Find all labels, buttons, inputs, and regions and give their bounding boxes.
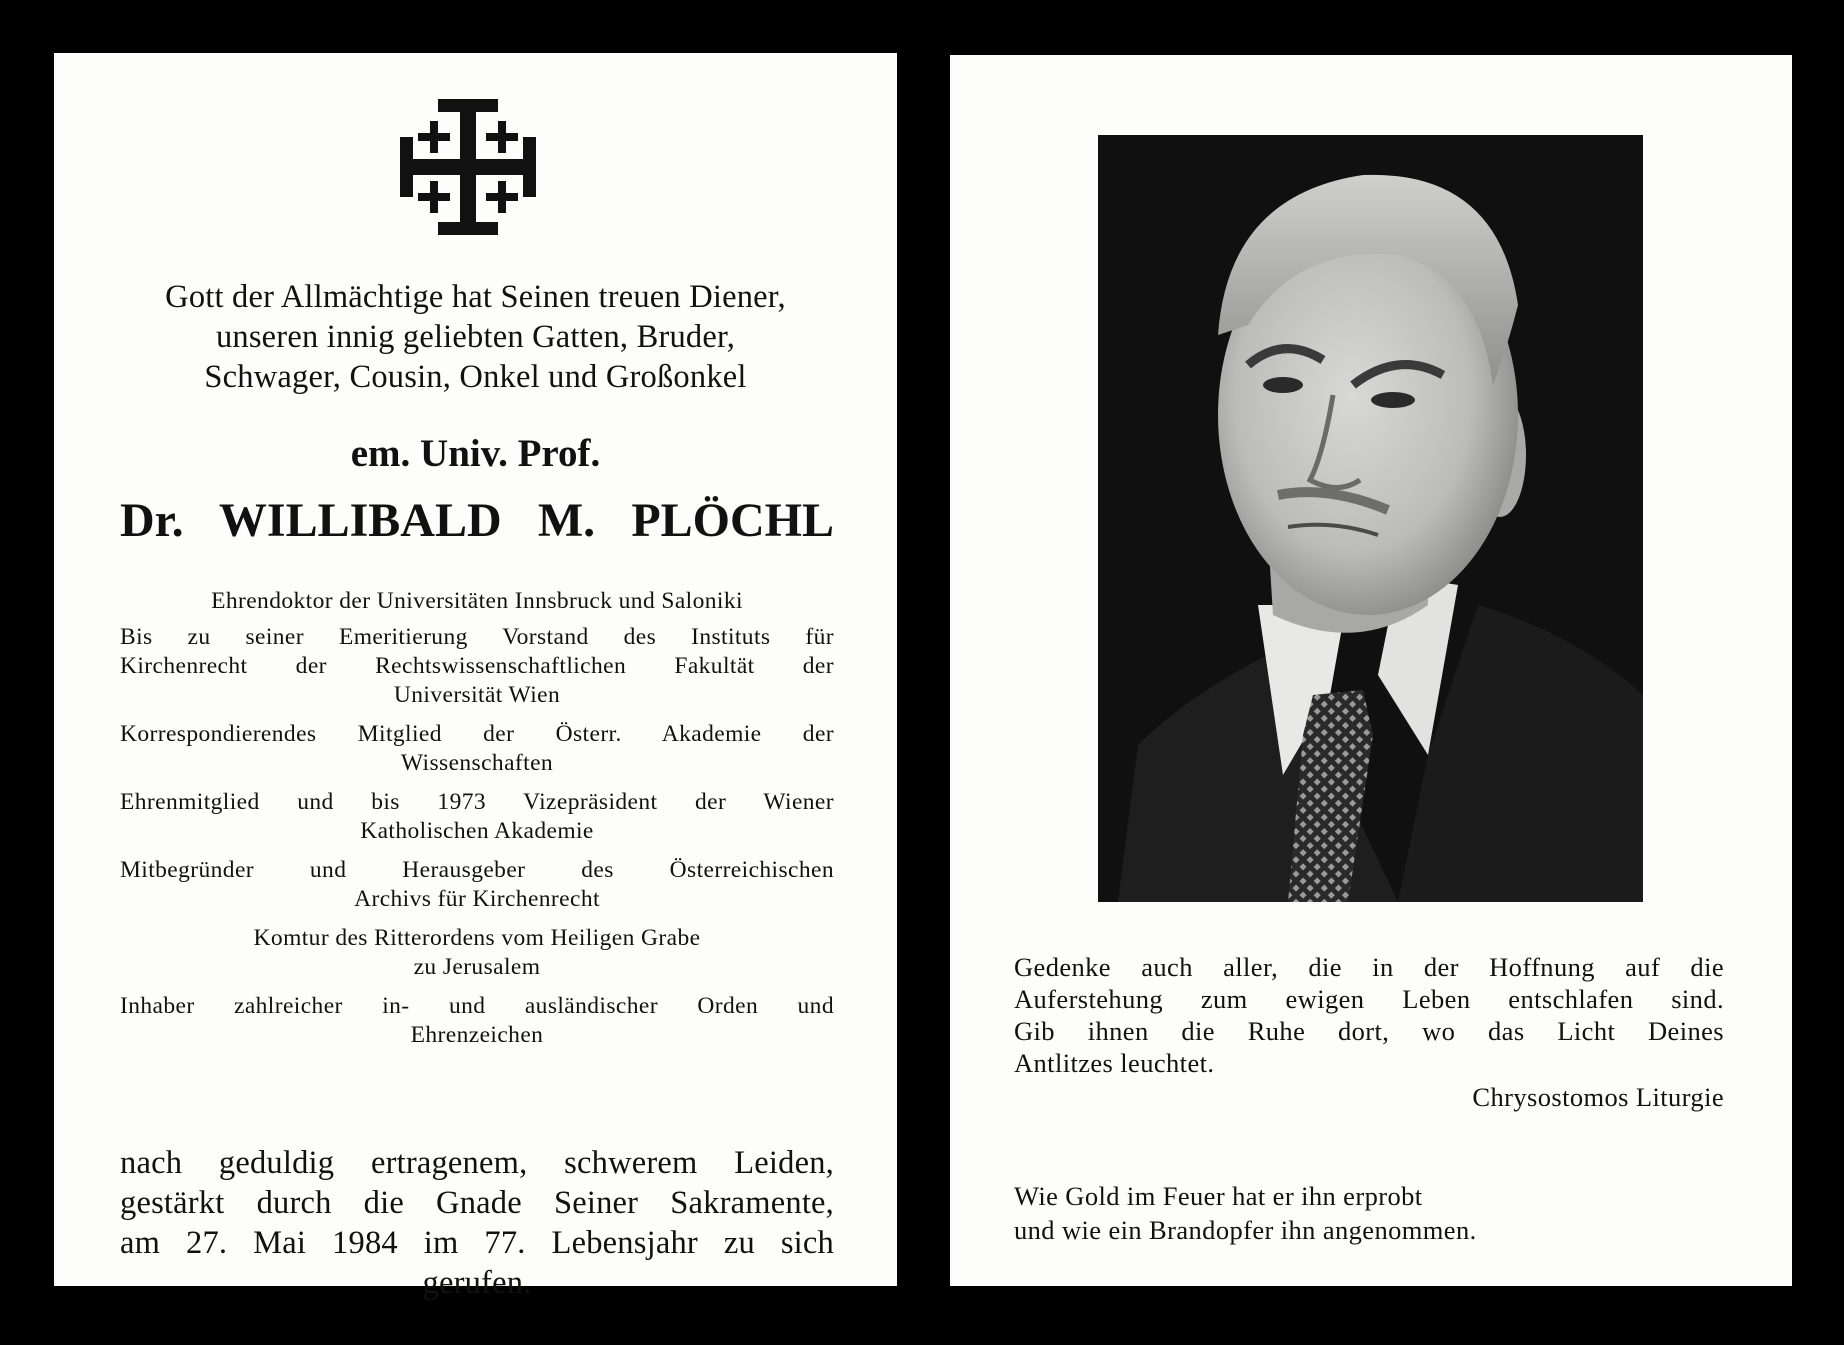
honor-line: Wissenschaften [400,750,554,776]
honor-line: Ehrendoktor der Universitäten Innsbruck und Saloniki [211,588,743,614]
honor-item [120,924,834,982]
quote-line: und wie ein Brandopfer ihn angenommen. [1014,1215,1477,1245]
verse-source: Chrysostomos Liturgie [1472,1082,1724,1112]
honor-item [120,856,834,914]
portrait-photo [1098,135,1643,902]
closing-line: nach geduldig ertragenem, schwerem Leiden, [120,1145,834,1181]
honor-line: Ehrenmitglied und bis 1973 Vizepräsident der Wiener [120,789,834,815]
scripture-quote [1014,1179,1477,1247]
jerusalem-cross-icon [400,99,536,235]
deceased-name: Dr. WILLIBALD M. PLÖCHL [120,494,834,547]
honor-line: Inhaber zahlreicher in- und ausländischer Orden und [120,993,834,1019]
right-card [950,55,1792,1286]
honor-item [120,587,834,616]
left-card [54,53,897,1301]
honor-item [120,992,834,1050]
closing-line: gestärkt durch die Gnade Seiner Sakramente, [120,1185,834,1221]
verse-line: Auferstehung zum ewigen Leben entschlafen sind. [1014,984,1724,1014]
title-prefix: em. Univ. Prof. [350,432,601,475]
honor-item [120,788,834,846]
closing-line: gerufen. [422,1265,532,1301]
honor-line: Komtur des Ritterordens vom Heiligen Grabe [253,925,701,951]
intro-line: Gott der Allmächtige hat Seinen treuen Diener, [165,279,786,315]
honor-line: Universität Wien [393,682,561,708]
closing-line: am 27. Mai 1984 im 77. Lebensjahr zu sich [120,1225,834,1261]
honor-item [120,623,834,710]
quote-line: Wie Gold im Feuer hat er ihn erprobt [1014,1181,1423,1211]
verse-line: Gedenke auch aller, die in der Hoffnung auf die [1014,952,1724,982]
verse-line: Gib ihnen die Ruhe dort, wo das Licht Deines [1014,1016,1724,1046]
closing-text [120,1143,834,1303]
honor-line: Ehrenzeichen [410,1022,544,1048]
portrait-illustration [1098,135,1643,902]
honor-line: Kirchenrecht der Rechtswissenschaftlichen Fakultät der [120,653,834,679]
honor-line: Korrespondierendes Mitglied der Österr. Akademie der [120,721,834,747]
honor-line: Katholischen Akademie [360,818,594,844]
intro-line: unseren innig geliebten Gatten, Bruder, [215,319,736,355]
intro-line: Schwager, Cousin, Onkel und Großonkel [204,359,747,395]
honor-line: Bis zu seiner Emeritierung Vorstand des Instituts für [120,624,834,650]
honor-item [120,720,834,778]
intro-text [54,277,897,397]
honor-line: Mitbegründer und Herausgeber des Österreichischen [120,857,834,883]
memorial-verse [1014,951,1724,1079]
honor-line: zu Jerusalem [413,954,541,980]
honors-list [120,587,834,1060]
honor-line: Archivs für Kirchenrecht [354,886,600,912]
verse-line: Antlitzes leuchtet. [1014,1048,1215,1078]
